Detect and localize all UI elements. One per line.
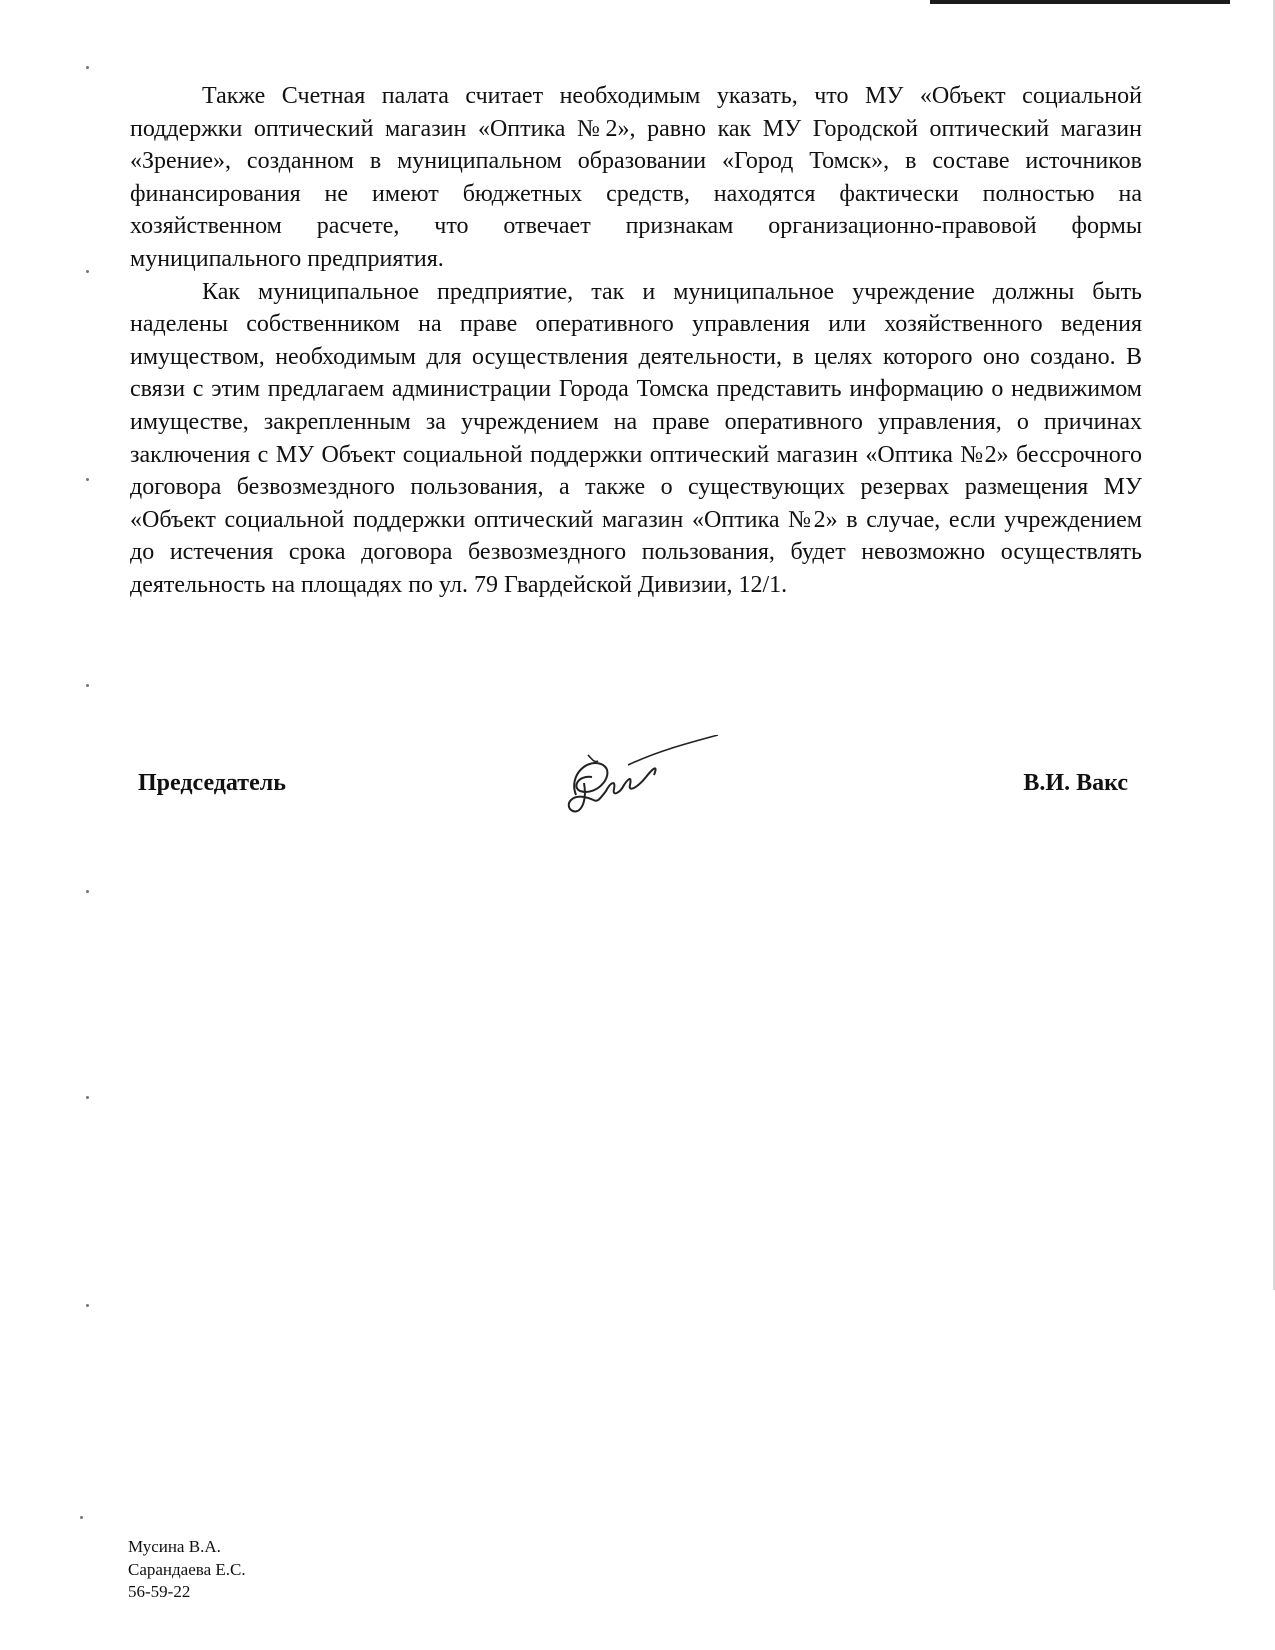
- scan-speck: [86, 478, 89, 481]
- scan-speck: [80, 1516, 83, 1519]
- scan-speck: [86, 270, 89, 273]
- scan-speck: [86, 684, 89, 687]
- scan-speck: [86, 1304, 89, 1307]
- signatory-name: В.И. Вакс: [1023, 770, 1128, 796]
- scan-speck: [86, 890, 89, 893]
- scan-speck: [86, 1096, 89, 1099]
- executor-phone: 56-59-22: [128, 1582, 191, 1601]
- handwritten-signature: [558, 735, 728, 845]
- signatory-position: Председатель: [138, 770, 286, 796]
- executor-name-1: Мусина В.А.: [128, 1537, 221, 1556]
- executor-name-2: Сарандаева Е.С.: [128, 1559, 246, 1579]
- paragraph-2: Как муниципальное предприятие, так и муниципальное учреждение должны быть наделены собственником на праве оперативного управления или хозяйственного ведения имуществом, необходимым для осуществления деятельности, в целях которого оно создано. В связи с этим предлагаем администрации Города Томска представить информацию о недвижимом имуществе, закрепленным за учреждением на праве оперативного управления, о причинах заключения с МУ Объект социальной поддержки оптический магазин «Оптика №2» бессрочного договора безвозмездного пользования, а также о существующих резервах размещения МУ «Объект социальной поддержки оптический магазин «Оптика №2» в случае, если учреждением до истечения срока договора безвозмездного пользования, будет невозможно осуществлять деятельность на площадях по ул. 79 Гвардейской Дивизии, 12/1.: [130, 278, 1142, 598]
- scan-speck: [86, 66, 89, 69]
- signature-block: [138, 735, 1128, 845]
- scan-edge-line: [930, 0, 1230, 4]
- letter-body: [130, 80, 1142, 602]
- paragraph-1: Также Счетная палата считает необходимым указать, что МУ «Объект социальной поддержки оптический магазин «Оптика №2», равно как МУ Городской оптический магазин «Зрение», созданном в муниципальном образовании «Город Томск», в составе источников финансирования не имеют бюджетных средств, находятся фактически полностью на хозяйственном расчете, что отвечает признакам организационно-правовой формы муниципального предприятия.: [130, 83, 1142, 272]
- executor-info: [128, 1536, 246, 1604]
